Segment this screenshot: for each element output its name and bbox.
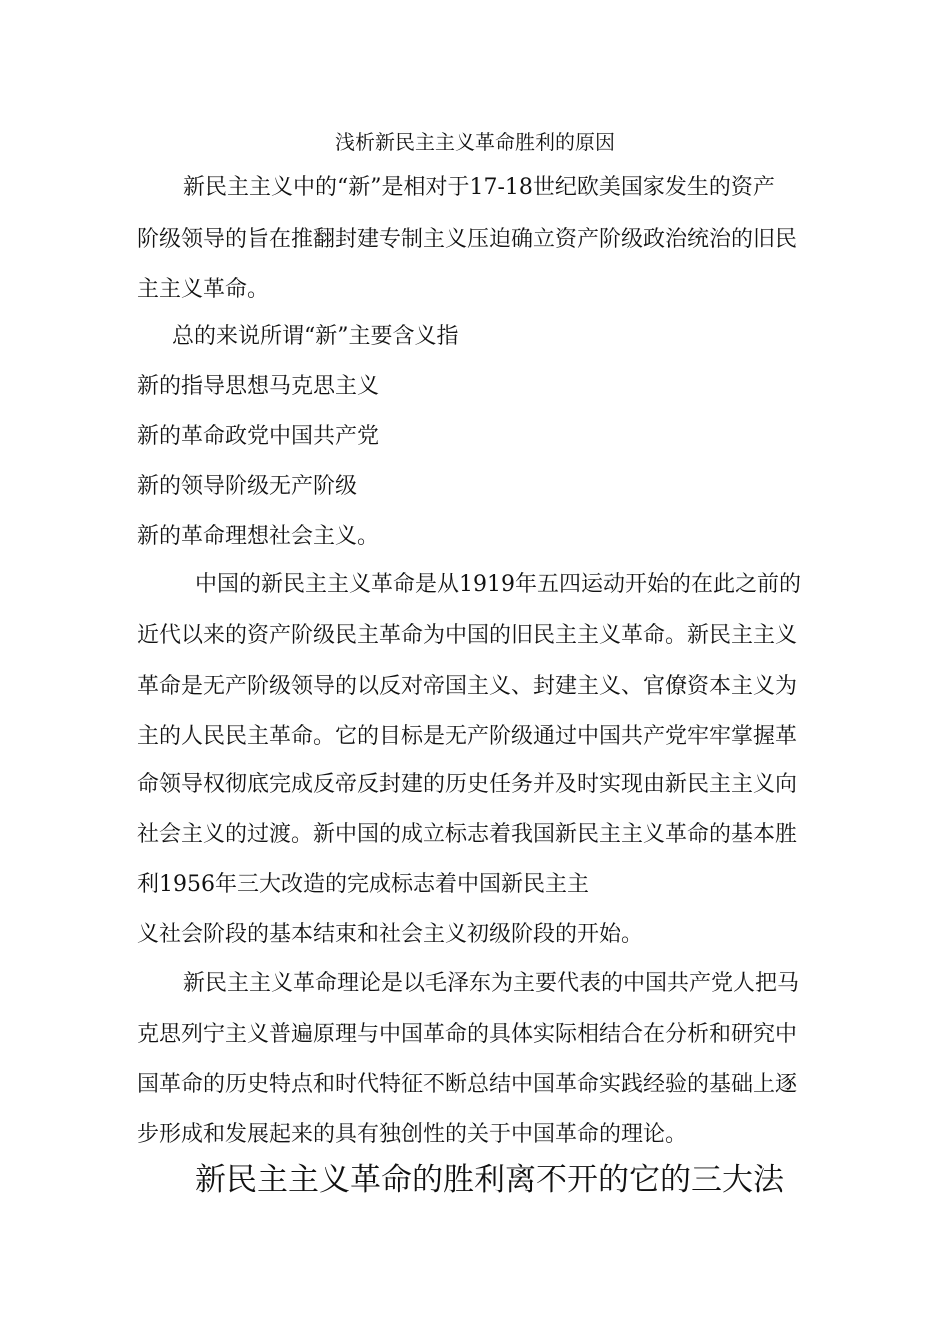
- paragraph-line: 克思列宁主义普遍原理与中国革命的具体实际相结合在分析和研究中: [137, 1022, 798, 1047]
- list-item: 新的革命政党中国共产党: [137, 424, 380, 449]
- paragraph-line: 新民主主义革命理论是以毛泽东为主要代表的中国共产党人把马: [183, 971, 800, 996]
- paragraph-line: 近代以来的资产阶级民主革命为中国的旧民主主义革命。新民主主义: [137, 623, 798, 648]
- paragraph-line: 中国的新民主主义革命是从1919年五四运动开始的在此之前的: [195, 572, 801, 597]
- paragraph-line: 义社会阶段的基本结束和社会主义初级阶段的开始。: [137, 922, 644, 947]
- paragraph-line: 步形成和发展起来的具有独创性的关于中国革命的理论。: [137, 1122, 688, 1147]
- list-item: 新的指导思想马克思主义: [137, 374, 380, 399]
- paragraph-line: 总的来说所谓“新”主要含义指: [172, 324, 459, 349]
- list-item: 新的领导阶级无产阶级: [137, 474, 358, 499]
- paragraph-line: 新民主主义中的“新”是相对于17-18世纪欧美国家发生的资产: [183, 175, 775, 200]
- list-item: 新的革命理想社会主义。: [137, 524, 380, 549]
- document-title: 浅析新民主主义革命胜利的原因: [335, 130, 615, 154]
- paragraph-line: 社会主义的过渡。新中国的成立标志着我国新民主主义革命的基本胜: [137, 822, 798, 847]
- section-heading: 新民主主义革命的胜利离不开的它的三大法: [195, 1162, 784, 1198]
- paragraph-line: 命领导权彻底完成反帝反封建的历史任务并及时实现由新民主主义向: [137, 772, 798, 797]
- paragraph-line: 主的人民民主革命。它的目标是无产阶级通过中国共产党牢牢掌握革: [137, 724, 798, 749]
- paragraph-line: 利1956年三大改造的完成标志着中国新民主主: [137, 872, 589, 897]
- paragraph-line: 阶级领导的旨在推翻封建专制主义压迫确立资产阶级政治统治的旧民: [137, 227, 798, 252]
- paragraph-line: 革命是无产阶级领导的以反对帝国主义、封建主义、官僚资本主义为: [137, 674, 798, 699]
- paragraph-line: 国革命的历史特点和时代特征不断总结中国革命实践经验的基础上逐: [137, 1072, 798, 1097]
- paragraph-line: 主主义革命。: [137, 277, 270, 302]
